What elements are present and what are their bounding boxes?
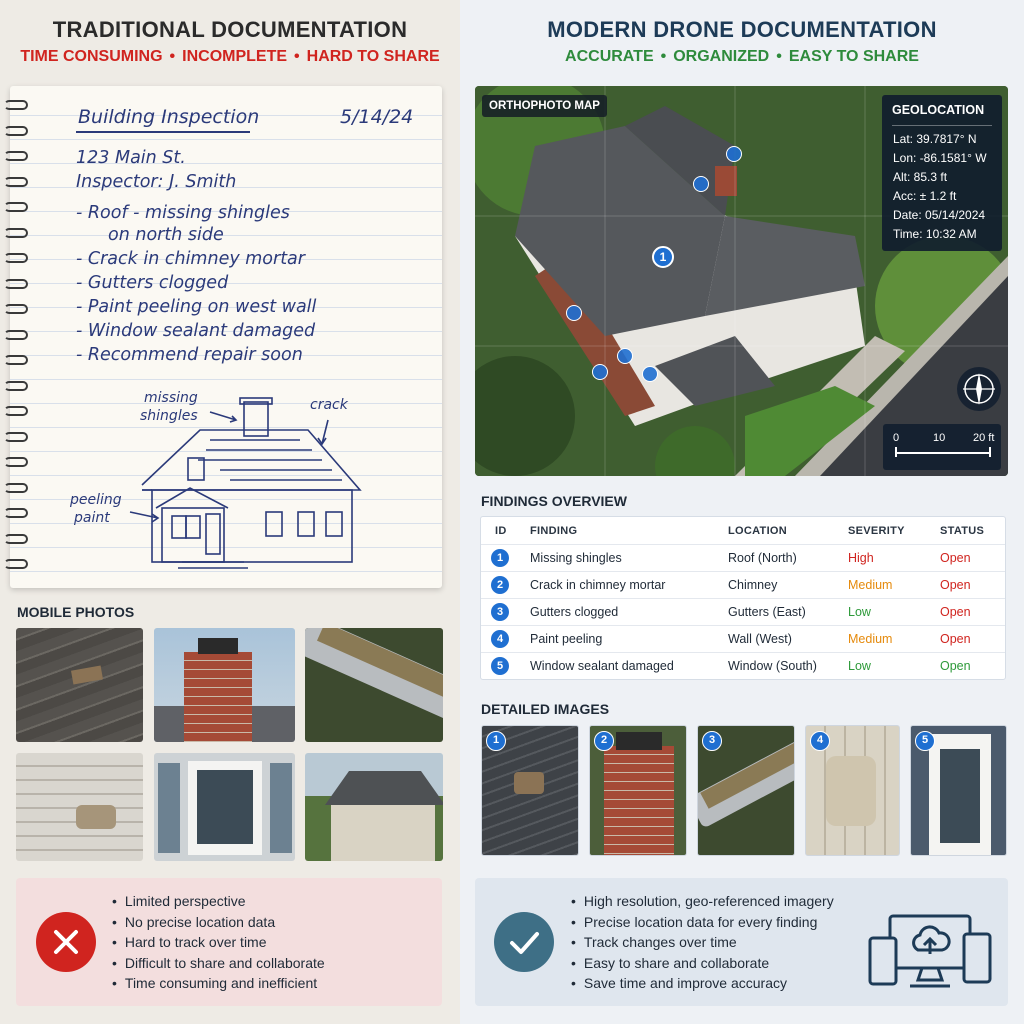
spiral-ring xyxy=(4,279,28,289)
row-id: 4 xyxy=(491,630,509,648)
geo-alt: Alt: 85.3 ft xyxy=(893,170,948,184)
row-status: Open xyxy=(940,605,971,619)
row-severity: Medium xyxy=(848,578,893,592)
spiral-ring xyxy=(4,228,28,238)
geo-lat: Lat: 39.7817° N xyxy=(893,132,977,146)
spiral-ring xyxy=(4,177,28,187)
cons-item: • Difficult to share and collaborate xyxy=(112,953,325,974)
cons-list xyxy=(112,891,325,994)
row-status: Open xyxy=(940,551,971,565)
spiral-ring xyxy=(4,100,28,110)
cons-item: • Limited perspective xyxy=(112,891,325,912)
photo-house xyxy=(305,753,443,861)
sketch-label-crack: crack xyxy=(310,397,348,413)
spiral-ring xyxy=(4,330,28,340)
spiral-ring xyxy=(4,534,28,544)
row-location: Wall (West) xyxy=(728,632,792,646)
row-finding: Crack in chimney mortar xyxy=(530,578,666,592)
spiral-ring xyxy=(4,151,28,161)
spiral-ring xyxy=(4,126,28,136)
row-finding: Missing shingles xyxy=(530,551,622,565)
cross-icon xyxy=(36,912,96,972)
row-finding: Window sealant damaged xyxy=(530,659,674,673)
drone-title: MODERN DRONE DOCUMENTATION xyxy=(547,17,937,42)
map-marker[interactable] xyxy=(642,366,658,382)
map-marker[interactable] xyxy=(726,146,742,162)
cons-item: • No precise location data xyxy=(112,912,325,933)
map-marker[interactable] xyxy=(617,348,633,364)
subtitle-item: HARD TO SHARE xyxy=(306,48,440,65)
findings-table xyxy=(480,516,1006,680)
scale-bar xyxy=(883,424,1001,470)
geolocation-heading: GEOLOCATION xyxy=(892,103,985,117)
spiral-ring xyxy=(4,432,28,442)
photo-gutter xyxy=(305,628,443,742)
traditional-title: TRADITIONAL DOCUMENTATION xyxy=(52,17,408,42)
map-marker[interactable] xyxy=(693,176,709,192)
subtitle-item: EASY TO SHARE xyxy=(788,48,919,65)
pros-item: • Save time and improve accuracy xyxy=(571,973,834,994)
detail-image-number: 3 xyxy=(702,731,722,751)
scale-tick: 20 ft xyxy=(973,432,995,444)
spiral-ring xyxy=(4,483,28,493)
geo-lon: Lon: -86.1581° W xyxy=(893,151,987,165)
row-location: Chimney xyxy=(728,578,778,592)
spiral-ring xyxy=(4,406,28,416)
subtitle-item: ORGANIZED xyxy=(673,48,770,65)
row-finding: Gutters clogged xyxy=(530,605,619,619)
row-id: 3 xyxy=(491,603,509,621)
photo-chimney xyxy=(154,628,295,742)
findings-label: FINDINGS OVERVIEW xyxy=(481,493,627,509)
detail-image-gutter[interactable] xyxy=(697,725,795,856)
notebook-line: 123 Main St. xyxy=(76,148,186,168)
pros-item: • High resolution, geo-referenced imagery xyxy=(571,891,834,912)
scale-line xyxy=(895,452,991,454)
row-id: 2 xyxy=(491,576,509,594)
spiral-ring xyxy=(4,253,28,263)
row-severity: Low xyxy=(848,659,871,673)
detail-image-number: 1 xyxy=(486,731,506,751)
row-location: Window (South) xyxy=(728,659,817,673)
notebook-title-underline xyxy=(76,131,250,133)
compass-icon xyxy=(957,367,1001,411)
map-marker[interactable] xyxy=(566,305,582,321)
map-pin-1[interactable]: 1 xyxy=(652,246,674,268)
scale-end xyxy=(989,447,991,457)
photo-roof-shingles xyxy=(16,628,143,742)
notebook-line: Inspector: J. Smith xyxy=(76,172,237,192)
row-status: Open xyxy=(940,632,971,646)
table-row[interactable] xyxy=(481,544,1005,571)
sketch-label-missing: missing xyxy=(144,390,198,406)
notebook-spiral xyxy=(0,92,28,582)
geo-date: Date: 05/14/2024 xyxy=(893,208,986,222)
col-location: LOCATION xyxy=(728,525,788,537)
table-row[interactable] xyxy=(481,598,1005,625)
row-location: Roof (North) xyxy=(728,551,797,565)
check-icon xyxy=(494,912,554,972)
row-status: Open xyxy=(940,578,971,592)
scale-tick: 0 xyxy=(893,432,900,444)
sketch-label-paint: paint xyxy=(74,510,110,526)
notebook-line: - Roof - missing shingles xyxy=(76,203,290,223)
col-finding: FINDING xyxy=(530,525,578,537)
geolocation-divider xyxy=(892,125,992,126)
row-finding: Paint peeling xyxy=(530,632,603,646)
pros-item: • Track changes over time xyxy=(571,932,834,953)
spiral-ring xyxy=(4,559,28,569)
table-row[interactable] xyxy=(481,571,1005,598)
row-id: 5 xyxy=(491,657,509,675)
detail-image-chimney[interactable] xyxy=(589,725,687,856)
devices-cloud-icon xyxy=(866,912,994,988)
geolocation-panel xyxy=(882,95,1002,251)
notebook-line: - Crack in chimney mortar xyxy=(76,249,305,269)
col-id: ID xyxy=(495,525,507,537)
notebook-line: on north side xyxy=(108,225,224,245)
detailed-images-label: DETAILED IMAGES xyxy=(481,701,610,717)
spiral-ring xyxy=(4,355,28,365)
row-severity: High xyxy=(848,551,874,565)
spiral-ring xyxy=(4,457,28,467)
sketch-label-shingles: shingles xyxy=(140,408,198,424)
mobile-photos-label: MOBILE PHOTOS xyxy=(17,604,135,620)
detail-image-number: 4 xyxy=(810,731,830,751)
spiral-ring xyxy=(4,508,28,518)
house-sketch xyxy=(60,380,440,580)
row-status: Open xyxy=(940,659,971,673)
notebook-line: - Recommend repair soon xyxy=(76,345,303,365)
row-location: Gutters (East) xyxy=(728,605,806,619)
traditional-subtitle: TIME CONSUMING • INCOMPLETE • HARD TO SHARE xyxy=(20,48,440,65)
drone-subtitle: ACCURATE • ORGANIZED • EASY TO SHARE xyxy=(565,48,919,65)
subtitle-item: TIME CONSUMING xyxy=(20,48,163,65)
detail-image-number: 5 xyxy=(915,731,935,751)
geo-time: Time: 10:32 AM xyxy=(893,227,977,241)
map-marker[interactable] xyxy=(592,364,608,380)
col-status: STATUS xyxy=(940,525,985,537)
photo-peeling-paint xyxy=(16,753,143,861)
detail-image-window[interactable] xyxy=(910,725,1007,856)
cons-item: • Time consuming and inefficient xyxy=(112,973,325,994)
table-row[interactable] xyxy=(481,652,1005,679)
spiral-ring xyxy=(4,304,28,314)
pros-item: • Precise location data for every finding xyxy=(571,912,834,933)
geo-acc: Acc: ± 1.2 ft xyxy=(893,189,957,203)
scale-end xyxy=(895,447,897,457)
row-severity: Low xyxy=(848,605,871,619)
pros-item: • Easy to share and collaborate xyxy=(571,953,834,974)
notebook-line: - Gutters clogged xyxy=(76,273,229,293)
table-row[interactable] xyxy=(481,625,1005,652)
detail-image-peeling[interactable] xyxy=(805,725,900,856)
notebook-title: Building Inspection xyxy=(78,106,260,128)
sketch-label-peeling: peeling xyxy=(70,492,122,508)
col-severity: SEVERITY xyxy=(848,525,905,537)
photo-window xyxy=(154,753,295,861)
subtitle-item: INCOMPLETE xyxy=(182,48,288,65)
pros-list xyxy=(571,891,834,994)
scale-tick: 10 xyxy=(933,432,946,444)
spiral-ring xyxy=(4,381,28,391)
row-id: 1 xyxy=(491,549,509,567)
notebook-line: - Window sealant damaged xyxy=(76,321,316,341)
orthophoto-map-label: ORTHOPHOTO MAP xyxy=(482,95,607,117)
row-severity: Medium xyxy=(848,632,893,646)
spiral-ring xyxy=(4,202,28,212)
notebook-date: 5/14/24 xyxy=(340,106,414,128)
subtitle-item: ACCURATE xyxy=(565,48,654,65)
detail-image-roof[interactable] xyxy=(481,725,579,856)
notebook-line: - Paint peeling on west wall xyxy=(76,297,317,317)
cons-item: • Hard to track over time xyxy=(112,932,325,953)
detail-image-number: 2 xyxy=(594,731,614,751)
